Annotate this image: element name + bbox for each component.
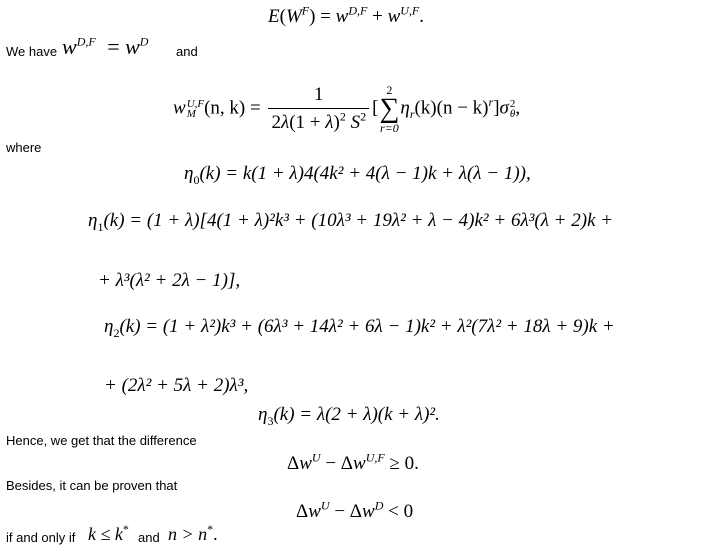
equation-eta0: $\eta_0(k) = k(1 + \lambda)4(4k^2 + 4(\lambda - 1)k + \lambda(\lambda - 1))$, [184,163,531,187]
symbol-E: E [268,6,280,27]
paragraph-condition: if and only if [6,530,76,545]
paragraph-hence: Hence, we get that the difference [6,433,197,448]
equation-condition-k: k ≤ k* [88,522,129,544]
equation-expected-wage: $E(W^F) = w^{D,F} + w^{U,F}$. [268,3,424,27]
paragraph-besides: Besides, it can be proven that [6,478,178,493]
equation-eta1-line2: + λ³(λ² + 2λ − 1)], [98,270,241,291]
equation-eta2-line2: + (2λ² + 5λ + 2)λ³, [104,375,249,396]
paragraph-we-have: We have [6,44,58,59]
equation-eta3: $\eta_3(k) = \lambda(2 + \lambda)(k + \lambda)^2$. [258,404,440,428]
equation-eta1-line1: $\eta_1(k) = (1 + \lambda)[4(1 + \lambda)^2k^3 + (10\lambda^3 + 19\lambda^2 + \lambda - 4)k^2 + 6\lambda^3(\lambda + 2)k$ + [88,210,614,234]
summation: 2 ∑ r=0 [379,83,400,135]
equation-wage-equality: $w^{D,F} = w^D$ [62,34,149,59]
fraction: $\frac{1}{2\lambda(1 + \lambda)^2 S^2}$ [268,84,369,134]
equation-difference-2: $\Delta w^U - \Delta w^D < 0$ [296,498,414,522]
paragraph-and: and [176,44,198,59]
equation-wage-M: w U,F M (n, k) = $\frac{1}{2\lambda(1 + \lambda)^2 S^2}$ [2 ∑ $r=0\eta_r(k)(n - k)^r]\sigma$ 2 θ , [173,83,521,135]
paragraph-and-2: and [138,530,160,545]
equation-eta2-line1: $\eta_2(k) = (1 + \lambda^2)k^3 + (6\lambda^3 + 14\lambda^2 + 6\lambda - 1)k^2 + \lambda^2(7\lambda^2 + 18\lambda + 9)k$ + [104,316,615,340]
paragraph-where: where [6,140,42,155]
equation-difference-1: $\Delta w^U - \Delta w^{U,F} \ge 0$. [287,450,419,474]
equation-condition-n: n > n*. [168,522,218,544]
